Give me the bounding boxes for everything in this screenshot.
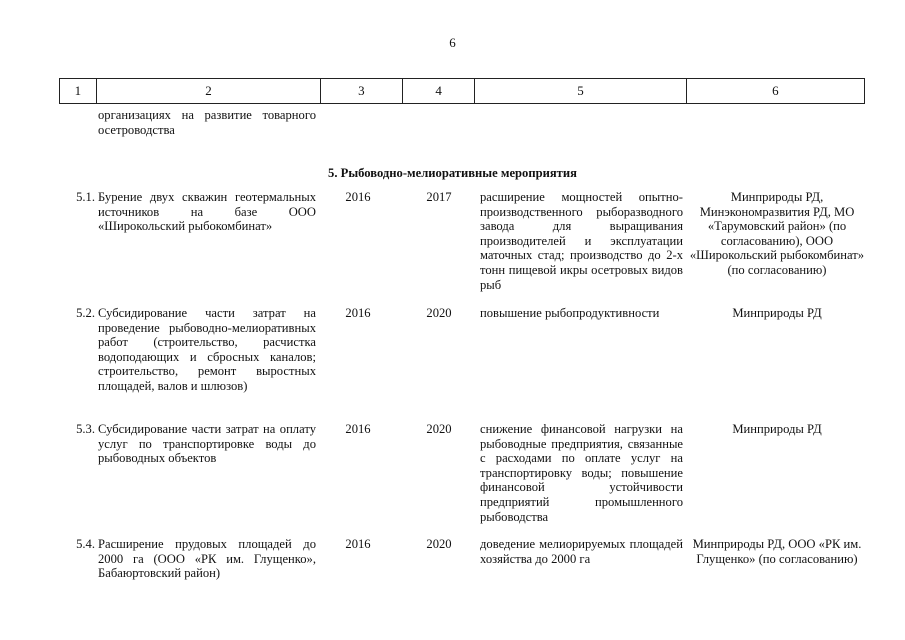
row-number: 5.2. [76, 306, 95, 320]
row-end-year: 2017 [426, 190, 452, 204]
row-number: 5.3. [76, 422, 95, 436]
row-measure-name: Расширение прудовых площадей до 2000 га (ООО «РК им. Глущенко», Бабаюртовский район) [98, 537, 316, 581]
row-start-year: 2016 [345, 190, 371, 204]
row-end-year: 2020 [426, 422, 452, 436]
row-responsible: Минприроды РД, Минэкономразвития РД, МО «Тарумовский район» (по согласованию), ООО «Широкольский рыбокомбинат» (по согласованию) [689, 190, 865, 277]
row-measure-name: Субсидирование части затрат на оплату услуг по транспортировке воды до рыбоводных объектов [98, 422, 316, 466]
section-title: 5. Рыбоводно-мелиоративные мероприятия [328, 166, 577, 180]
row-end-year: 2020 [426, 537, 452, 551]
row-expected-result: доведение мелиорируемых площадей хозяйства до 2000 га [480, 537, 683, 566]
row-responsible: Минприроды РД, ООО «РК им. Глущенко» (по согласованию) [692, 537, 862, 566]
header-col-1: 1 [59, 79, 96, 103]
table-header [59, 78, 865, 104]
row-end-year: 2020 [426, 306, 452, 320]
row-expected-result: расширение мощностей опытно-производственного рыборазводного завода для выращивания производителей и эксплуатации маточных стад; производство до 2-х тонн пищевой икры осетровых видов рыб [480, 190, 683, 292]
row-expected-result: снижение финансовой нагрузки на рыбоводные предприятия, связанные с расходами по оплате услуг на транспортировку воды; повышение финансовой устойчивости предприятий промышленного рыбоводства [480, 422, 683, 524]
row-responsible: Минприроды РД [732, 306, 822, 320]
header-col-5: 5 [474, 79, 685, 103]
header-col-2: 2 [96, 79, 320, 103]
row-measure-name: Субсидирование части затрат на проведение рыбоводно-мелиоративных работ (строительство, расчистка водоподающих и сбросных каналов; строительство, ремонт выростных площадей, валов и шлюзов) [98, 306, 316, 393]
header-col-3: 3 [320, 79, 402, 103]
page-number: 6 [449, 35, 456, 50]
continuation-text: организациях на развитие товарного осетроводства [98, 108, 316, 137]
row-start-year: 2016 [345, 422, 371, 436]
header-col-6: 6 [686, 79, 865, 103]
row-number: 5.1. [76, 190, 95, 204]
row-responsible: Минприроды РД [732, 422, 822, 436]
row-measure-name: Бурение двух скважин геотермальных источников на базе ООО «Широкольский рыбокомбинат» [98, 190, 316, 234]
row-number: 5.4. [76, 537, 95, 551]
row-start-year: 2016 [345, 306, 371, 320]
row-expected-result: повышение рыбопродуктивности [480, 306, 660, 320]
header-col-4: 4 [402, 79, 475, 103]
row-start-year: 2016 [345, 537, 371, 551]
